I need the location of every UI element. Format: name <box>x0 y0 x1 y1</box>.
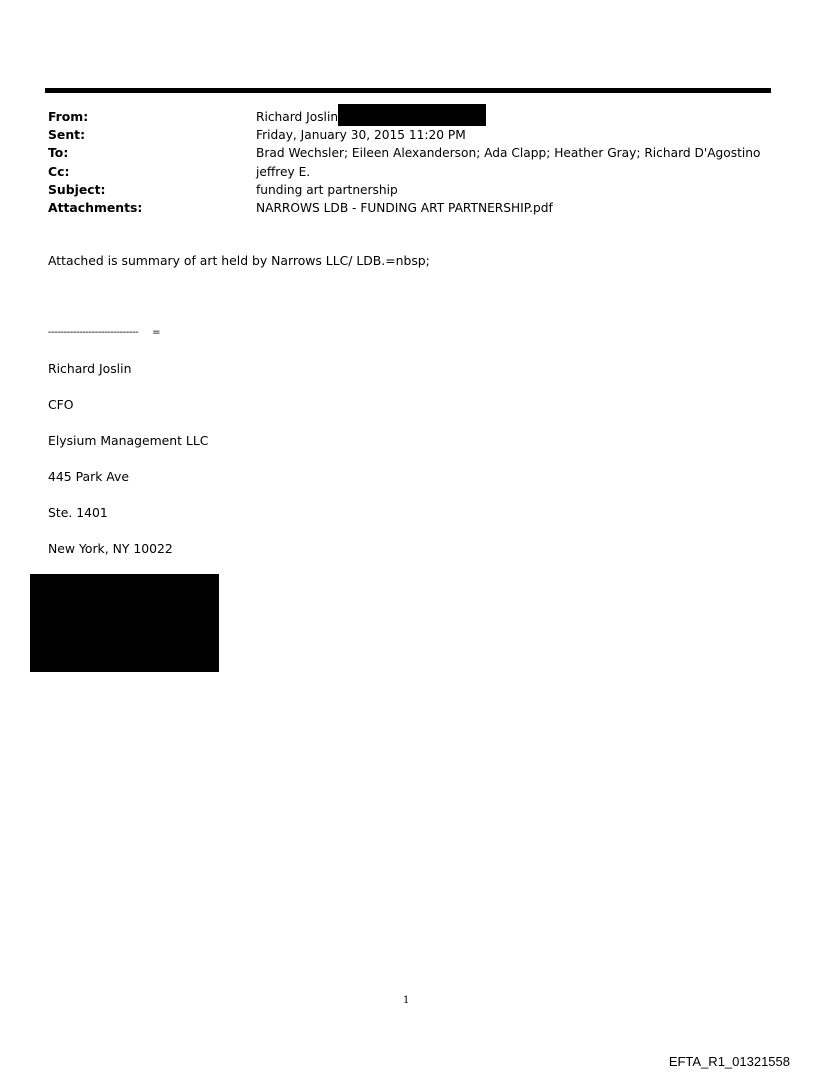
email-headers <box>48 108 768 217</box>
attachment-filename[interactable]: NARROWS LDB - FUNDING ART PARTNERSHIP.pdf <box>256 200 553 215</box>
header-row-cc <box>48 163 768 181</box>
header-row-attachments <box>48 199 768 217</box>
document-id: EFTA_R1_01321558 <box>668 1054 790 1069</box>
signature-address-line1: 445 Park Ave <box>48 469 130 484</box>
subject-label: Subject: <box>48 181 106 197</box>
signature-company: Elysium Management LLC <box>48 433 209 448</box>
signature-city: New York, NY 10022 <box>48 541 173 556</box>
from-name: Richard Joslin <box>256 110 339 124</box>
redaction-block <box>30 574 219 672</box>
signature-title: CFO <box>48 397 74 412</box>
header-row-to <box>48 144 768 162</box>
attachments-label: Attachments: <box>48 199 143 215</box>
cc-value: jeffrey E. <box>256 164 311 179</box>
to-label: To: <box>48 145 69 161</box>
sent-label: Sent: <box>48 127 86 143</box>
separator-dashes: ----------------------------- <box>48 327 139 338</box>
email-body: Attached is summary of art held by Narrows LLC/ LDB.=nbsp; <box>48 253 430 268</box>
to-value: Brad Wechsler; Eileen Alexanderson; Ada Clapp; Heather Gray; Richard D'Agostino <box>256 146 761 161</box>
header-rule <box>45 88 771 93</box>
cc-label: Cc: <box>48 163 70 179</box>
signature-address-line2: Ste. 1401 <box>48 505 108 520</box>
page-number: 1 <box>403 995 410 1006</box>
header-row-subject <box>48 181 768 199</box>
sent-value: Friday, January 30, 2015 11:20 PM <box>256 128 466 143</box>
header-row-sent <box>48 126 768 144</box>
signature-name: Richard Joslin <box>48 361 132 376</box>
subject-value: funding art partnership <box>256 182 398 197</box>
redaction-box <box>338 104 486 126</box>
signature-separator <box>48 325 161 341</box>
separator-equals: = <box>152 327 161 338</box>
from-label: From: <box>48 109 89 124</box>
from-value <box>256 108 768 126</box>
header-row-from <box>48 108 768 126</box>
